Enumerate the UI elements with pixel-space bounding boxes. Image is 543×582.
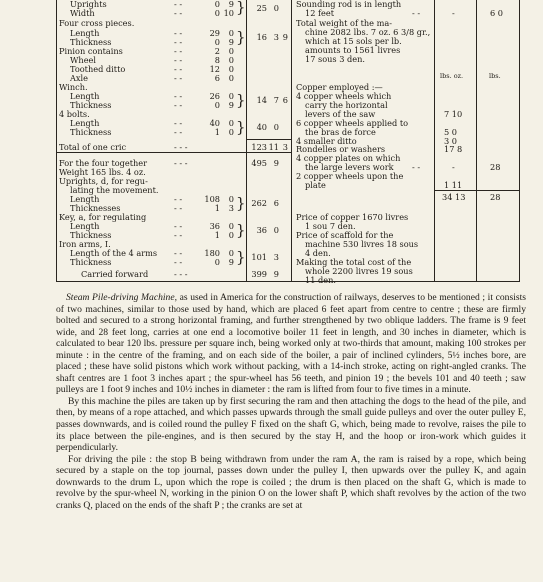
brace-mark: } [236,248,246,266]
brace-mark: } [236,194,246,212]
right-row-c1: 1 11 [444,180,463,190]
left-row-inches: 0 [228,221,234,231]
left-row-inches: 10 [223,8,234,18]
total-value-b: 11 [268,142,279,152]
left-row-dashes: - - - [174,269,188,279]
left-row-label: Length [70,221,100,231]
left-row-feet: 108 [204,194,220,204]
total-value-b: 7 [273,95,279,105]
total-value-a: 101 [251,252,267,262]
table-rule-left [56,0,57,281]
total-value-b: 0 [273,3,279,13]
left-row-feet: 29 [209,28,220,38]
left-row-label: Uprights [70,0,107,9]
rule-bottom [56,281,520,282]
left-row-feet: 0 [214,257,220,267]
left-row-inches: 9 [228,100,234,110]
left-row-label: Length [70,194,100,204]
total-value-a: 495 [251,158,267,168]
right-row-label: machine 530 livres 18 sous [305,239,419,249]
left-row-label: Width [70,8,95,18]
cost-table [56,0,520,285]
left-row-inches: 0 [228,230,234,240]
total-value-b: 6 [273,198,279,208]
left-row-inches: 9 [228,0,234,9]
left-row-dashes: - - [174,203,183,213]
left-row-inches: 0 [228,127,234,137]
right-row-dashes: - [452,162,455,172]
right-row-label: Sounding rod is in length [296,0,402,9]
total-value-a: 16 [256,32,267,42]
right-row-label: 12 feet [305,8,335,18]
left-row-dashes: - - [174,100,183,110]
table-rule-right-b [476,0,477,281]
right-row-label: amounts to 1561 livres [305,45,401,55]
left-row-dashes: - - [174,64,183,74]
right-row-c1: 5 0 [444,127,458,137]
left-row-label: Uprights, d, for regu- [59,176,148,186]
left-row-inches: 0 [228,64,234,74]
left-row-feet: 0 [214,37,220,47]
right-header-c1: lbs. oz. [440,72,464,80]
left-row-label: Thickness [70,127,112,137]
left-row-dashes: - - [174,194,183,204]
left-row-feet: 6 [214,73,220,83]
total-value-a: 262 [251,198,267,208]
right-row-label: 6 copper wheels applied to [296,118,409,128]
right-row-label: Rondelles or washers [296,144,386,154]
right-row-label: 4 den. [305,248,331,258]
right-row-label: Making the total cost of the [296,257,412,267]
total-value-a: 399 [251,269,267,279]
left-row-dashes: - - [174,37,183,47]
brace-mark: } [236,0,246,16]
paragraph-lead: Steam Pile-driving Machine, [66,292,177,303]
paragraph [56,396,526,454]
left-row-feet: 1 [214,127,220,137]
left-row-feet: 40 [209,118,220,128]
right-row-label: the bras de force [305,127,376,137]
total-value-b: 3 [273,32,279,42]
left-row-label: Iron arms, I. [59,239,111,249]
right-row-label: 4 smaller ditto [296,136,357,146]
total-value-b: 9 [273,158,279,168]
left-row-feet: 12 [209,64,220,74]
left-row-dashes: - - [174,91,183,101]
left-row-label: 4 bolts. [59,109,90,119]
right-row-dashes: - - [412,162,421,172]
paragraph [56,292,526,396]
left-row-label: Thicknesses [70,203,121,213]
left-row-dashes: - - [174,28,183,38]
brace-mark: } [236,91,246,109]
right-row-label: which at 15 sols per lb. [305,36,402,46]
total-value-c: 6 [282,95,288,105]
left-row-dashes: - - [174,8,183,18]
right-row-label: levers of the saw [305,109,376,119]
left-row-label: Total of one cric [59,142,127,152]
right-row-dashes: - [452,8,455,18]
left-row-feet: 8 [214,55,220,65]
left-row-label: Weight 165 lbs. 4 oz. [59,167,146,177]
right-row-c2: 28 [490,162,501,172]
total-value-c: 3 [282,142,288,152]
right-row-label: 1 sou 7 den. [305,221,356,231]
right-row-label: 4 copper plates on which [296,153,401,163]
left-row-feet: 1 [214,203,220,213]
left-row-label: Pinion contains [59,46,123,56]
brace-mark: } [236,28,246,46]
left-row-label: For the four together [59,158,148,168]
body-text [56,292,526,511]
left-row-label: Length [70,28,100,38]
left-row-inches: 3 [228,203,234,213]
left-row-dashes: - - [174,46,183,56]
left-row-feet: 26 [209,91,220,101]
left-row-inches: 0 [228,91,234,101]
left-row-feet: 0 [214,0,220,9]
left-row-label: Length [70,118,100,128]
left-row-feet: 0 [214,8,220,18]
right-row-label: carry the horizontal [305,100,388,110]
right-row-c1: 7 10 [444,109,463,119]
total-value-b: 9 [273,269,279,279]
left-row-label: lating the movement. [70,185,159,195]
paragraph [56,454,526,512]
brace-mark: } [236,221,246,239]
left-row-label: Wheel [70,55,96,65]
total-value-b: 0 [273,225,279,235]
right-row-label: Total weight of the ma- [296,18,393,28]
left-row-label: Toothed ditto [70,64,126,74]
left-row-label: Thickness [70,100,112,110]
right-row-label: 2 copper wheels upon the [296,171,404,181]
left-row-dashes: - - [174,248,183,258]
right-row-c2: 6 0 [490,8,504,18]
left-row-inches: 0 [228,118,234,128]
paragraph-text: For driving the pile : the stop B being withdrawn from under the ram A, the ram is raised by a rope, which being secured by a staple on the top journal, passes down under the pulley I, then upwards over the pulley K, and again downwards to the drum L, upon which the rope is coiled ; the drum is then placed on the shaft G, which is made to revolve by the spur-wheel N, working in the pinion O on the lower shaft P, which shaft revolves by the action of the two cranks Q, placed on the ends of the shaft P ; the cranks are set at [56,453,526,511]
total-value-a: 14 [256,95,267,105]
left-row-dashes: - - [174,55,183,65]
right-sum-c2: 28 [490,192,501,202]
left-row-dashes: - - [174,118,183,128]
table-rule-end [519,0,520,281]
right-row-label: 17 sous 3 den. [305,54,366,64]
right-row-label: 11 den. [305,275,336,285]
left-row-dashes: - - - [174,158,188,168]
right-row-label: 4 copper wheels which [296,91,392,101]
right-row-label: plate [305,180,326,190]
left-row-dashes: - - [174,0,183,9]
left-row-feet: 180 [204,248,220,258]
right-row-label: Price of copper 1670 livres [296,212,409,222]
left-row-inches: 0 [228,46,234,56]
left-row-label: Thickness [70,230,112,240]
left-row-inches: 9 [228,37,234,47]
right-row-dashes: - - [412,8,421,18]
total-value-a: 25 [256,3,267,13]
left-row-label: Key, a, for regulating [59,212,147,222]
left-row-inches: 0 [228,248,234,258]
left-row-dashes: - - [174,127,183,137]
right-row-label: the large levers work [305,162,394,172]
left-row-dashes: - - [174,221,183,231]
right-sum-c1: 34 13 [442,192,466,202]
brace-mark: } [236,118,246,136]
total-value-b: 0 [273,122,279,132]
right-row-c1: 3 0 [444,136,458,146]
left-row-dashes: - - [174,230,183,240]
left-row-label: Axle [70,73,88,83]
table-rule-mid2 [291,0,292,281]
left-row-feet: 1 [214,230,220,240]
right-row-label: whole 2200 livres 19 sous [305,266,413,276]
table-rule-mid [246,0,247,281]
left-row-label: Length of the 4 arms [70,248,158,258]
left-row-inches: 0 [228,73,234,83]
right-row-label: Price of scaffold for the [296,230,394,240]
paragraph-text: as used in America for the construction of railways, deserves to be mentioned ; it consists of two machines, similar to those used by hand, which are placed 6 feet apart from centre to centre ; these are firmly bolted and secured to a strong horizontal framing, and further strengthened by two oblique ladders. The frame is 9 feet wide, and 28 feet long, carries at one end a locomotive boiler 11 feet in length, and 30 inches in diameter, which is calculated to bear 120 lbs. pressure per square inch, being worked only at two-thirds that amount, making 100 strokes per minute : in the centre of the framing, and on each side of the boiler, a pair of inclined cylinders, 5½ inches bore, are placed ; these have solid pistons which work without packing, with a 14-inch stroke, acting on right-angled cranks. The shaft centres are 1 foot 3 inches apart ; the spur-wheel has 56 teeth, and pinion 19 ; the bevels 101 and 40 teeth ; saw pulleys are 1 foot 9 inches and 10½ inches in diameter : the ram is lifted from four to five times in a minute. [56,292,527,396]
right-row-label: chine 2082 lbs. 7 oz. 6 3/8 gr., [305,27,431,37]
left-row-label: Carried forward [81,269,149,279]
total-value-b: 3 [273,252,279,262]
right-row-c1: 17 8 [444,144,463,154]
left-row-feet: 2 [214,46,220,56]
table-rule-right-a [434,0,435,281]
left-row-feet: 36 [209,221,220,231]
total-value-a: 123 [251,142,267,152]
left-row-dashes: - - - [174,142,188,152]
left-row-label: Thickness [70,37,112,47]
left-row-inches: 0 [228,55,234,65]
left-row-label: Length [70,91,100,101]
total-value-a: 36 [256,225,267,235]
left-row-label: Four cross pieces. [59,18,135,28]
left-row-dashes: - - [174,73,183,83]
left-row-inches: 0 [228,28,234,38]
right-row-label: Copper employed :— [296,82,383,92]
left-row-feet: 0 [214,100,220,110]
total-value-a: 40 [256,122,267,132]
left-row-label: Winch. [59,82,88,92]
total-value-c: 9 [282,32,288,42]
left-row-inches: 9 [228,257,234,267]
paragraph-text: By this machine the piles are taken up by first securing the ram and then attaching the dogs to the head of the pile, and then, by means of a rope attached, and which passes upwards through the small guide pulleys and over the outer pulley E, passes downwards, and is coiled round the pulley F fixed on the shaft G, which, being made to revolve, raises the pile to its place between the pile-engines, and is then secured by the stay H, and the hoop or iron-work which guides it perpendicularly. [56,395,526,454]
rule-one-cric [246,139,291,140]
left-row-label: Thickness [70,257,112,267]
right-header-c2: lbs. [489,72,501,80]
left-row-dashes: - - [174,257,183,267]
left-row-inches: 0 [228,194,234,204]
